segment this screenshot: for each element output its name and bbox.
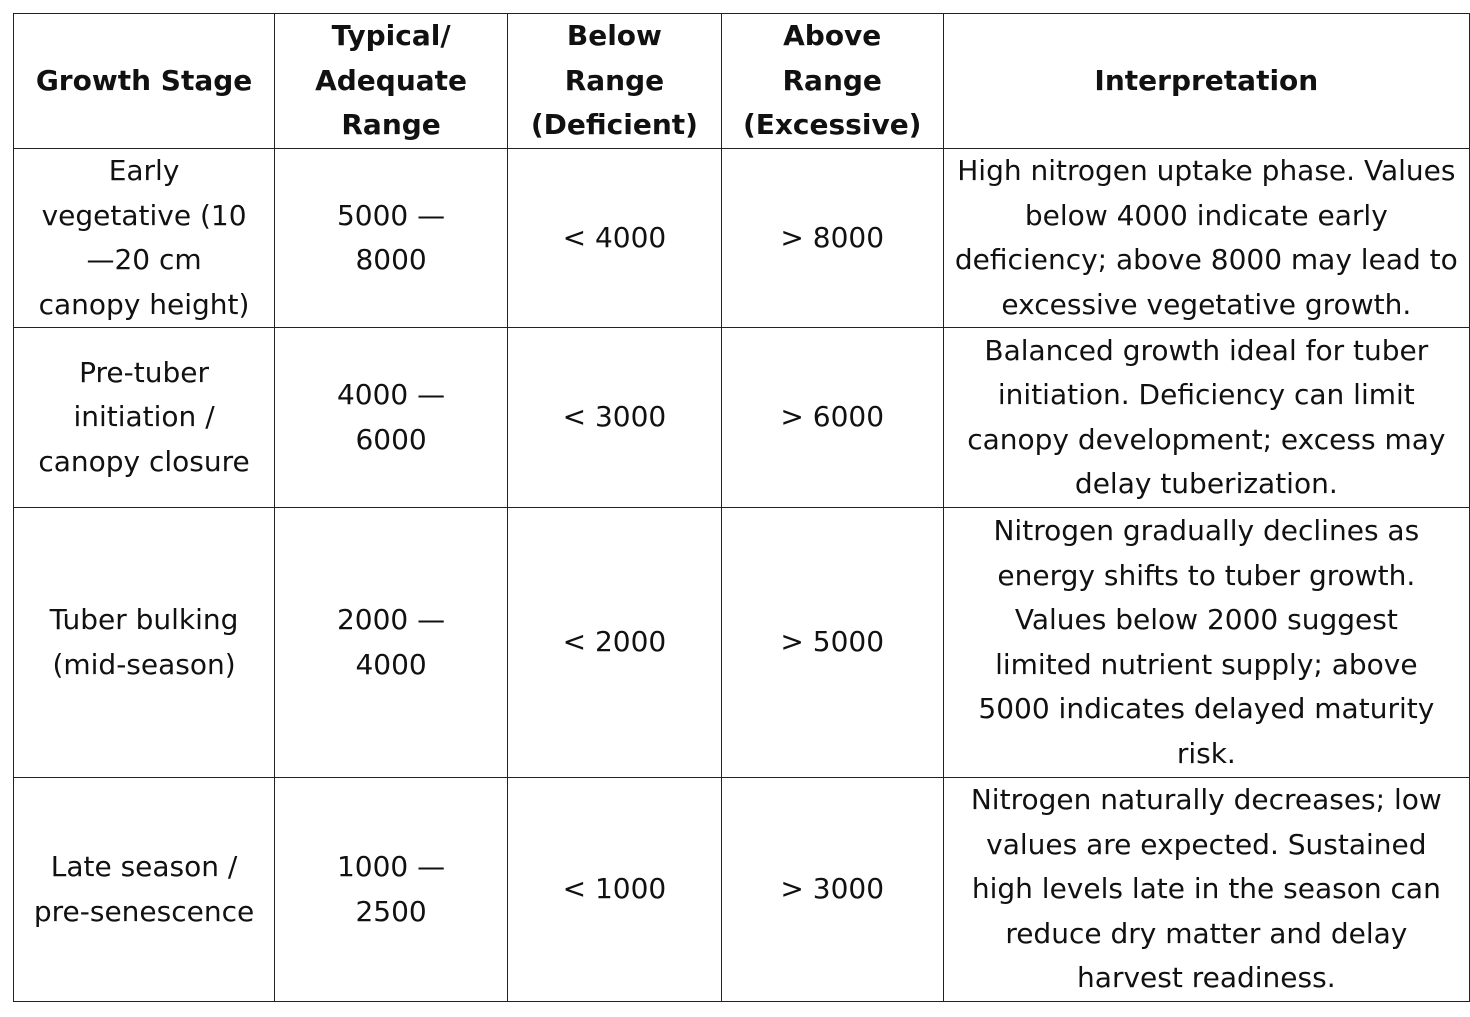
table-row <box>14 508 1470 778</box>
cell-below-range: < 2000 <box>508 508 722 778</box>
cell-below-range: < 1000 <box>508 778 722 1002</box>
cell-interpretation: Nitrogen gradually declines as energy shifts to tuber growth. Values below 2000 suggest limited nutrient supply; above 5000 indicates delayed maturity risk. <box>943 508 1469 778</box>
table-row <box>14 328 1470 508</box>
header-below-range: Below Range (Deficient) <box>508 14 722 149</box>
cell-growth-stage: Pre-tuber initiation / canopy closure <box>14 328 275 508</box>
cell-typical-range: 2000 — 4000 <box>275 508 508 778</box>
table-row <box>14 149 1470 328</box>
nitrogen-growth-stage-table <box>13 13 1470 1002</box>
cell-interpretation: Balanced growth ideal for tuber initiation. Deficiency can limit canopy development; excess may delay tuberization. <box>943 328 1469 508</box>
cell-typical-range: 1000 — 2500 <box>275 778 508 1002</box>
cell-interpretation: Nitrogen naturally decreases; low values are expected. Sustained high levels late in the season can reduce dry matter and delay harvest readiness. <box>943 778 1469 1002</box>
header-typical-range: Typical/ Adequate Range <box>275 14 508 149</box>
cell-below-range: < 3000 <box>508 328 722 508</box>
nitrogen-table-container <box>13 13 1470 1002</box>
cell-typical-range: 5000 — 8000 <box>275 149 508 328</box>
cell-typical-range: 4000 — 6000 <box>275 328 508 508</box>
cell-below-range: < 4000 <box>508 149 722 328</box>
header-growth-stage: Growth Stage <box>14 14 275 149</box>
cell-above-range: > 5000 <box>721 508 943 778</box>
table-row <box>14 778 1470 1002</box>
cell-above-range: > 8000 <box>721 149 943 328</box>
cell-growth-stage: Late season / pre-senescence <box>14 778 275 1002</box>
cell-above-range: > 6000 <box>721 328 943 508</box>
cell-above-range: > 3000 <box>721 778 943 1002</box>
cell-interpretation: High nitrogen uptake phase. Values below 4000 indicate early deficiency; above 8000 may lead to excessive vegetative growth. <box>943 149 1469 328</box>
header-above-range: Above Range (Excessive) <box>721 14 943 149</box>
header-interpretation: Interpretation <box>943 14 1469 149</box>
table-header-row <box>14 14 1470 149</box>
cell-growth-stage: Tuber bulking (mid-season) <box>14 508 275 778</box>
cell-growth-stage: Early vegetative (10—20 cm canopy height) <box>14 149 275 328</box>
